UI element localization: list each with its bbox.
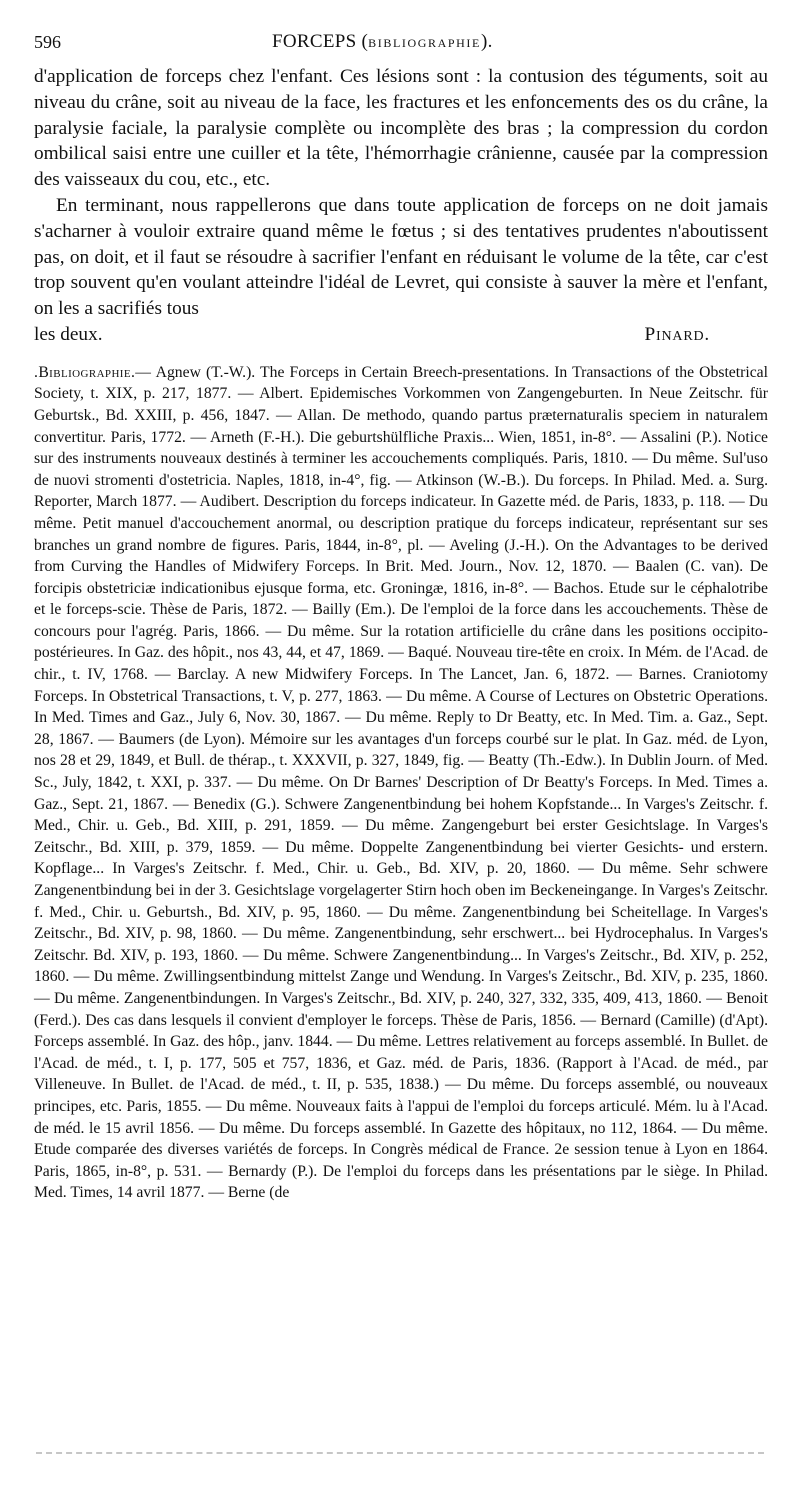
running-title	[272, 31, 493, 53]
running-head	[34, 28, 768, 58]
author-signature: Pinard.	[644, 323, 710, 345]
running-title-subject: BIBLIOGRAPHIE	[368, 36, 481, 50]
signature-line	[34, 322, 768, 348]
page	[34, 28, 768, 1204]
bibliography-entries: Agnew (T.-W.). The Forceps in Certain Breech-presentations. In Transactions of the Obstetrical Society, t. XIX, p. 217, 1877. — Albert. Epidemisches Vorkommen von Zangengeburten. In Neue Zeitschr. für Geburtsk., Bd. XXIII, p. 456, 1847. — Allan. De methodo, quando partus præternaturalis speciem in naturalem convertitur. Paris, 1772. — Arneth (F.-H.). Die geburtshülfliche Praxis... Wien, 1851, in-8°. — Assalini (P.). Notice sur des instruments nouveaux destinés à terminer les accouchements compliqués. Paris, 1810. — Du même. Sul'uso de nuovi stromenti d'ostetricia. Naples, 1818, in-4°, fig. — Atkinson (W.-B.). Du forceps. In Philad. Med. a. Surg. Reporter, March 1877. — Audibert. Description du forceps indicateur. In Gazette méd. de Paris, 1833, p. 118. — Du même. Petit manuel d'accouchement anormal, ou description pratique du forceps indicateur, représentant sur ses branches un grand nombre de figures. Paris, 1844, in-8°, pl. — Aveling (J.-H.). On the Advantages to be derived from Curving the Handles of Midwifery Forceps. In Brit. Med. Journ., Nov. 12, 1870. — Baalen (C. van). De forcipis obstetriciæ indicationibus ejusque forma, etc. Groningæ, 1816, in-8°. — Bachos. Etude sur le céphalotribe et le forceps-scie. Thèse de Paris, 1872. — Bailly (Em.). De l'emploi de la force dans les accouchements. Thèse de concours pour l'agrég. Paris, 1866. — Du même. Sur la rotation artificielle du crâne dans les positions occipito-postérieures. In Gaz. des hôpit., nos 43, 44, et 47, 1869. — Baqué. Nouveau tire-tête en croix. In Mém. de l'Acad. de chir., t. IV, 1768. — Barclay. A new Midwifery Forceps. In The Lancet, Jan. 6, 1872. — Barnes. Craniotomy Forceps. In Obstetrical Transactions, t. V, p. 277, 1863. — Du même. A Course of Lectures on Obstetric Operations. In Med. Times and Gaz., July 6, Nov. 30, 1867. — Du même. Reply to Dr Beatty, etc. In Med. Tim. a. Gaz., Sept. 28, 1867. — Baumers (de Lyon). Mémoire sur les avantages d'un forceps courbé sur le plat. In Gaz. méd. de Lyon, nos 28 et 29, 1849, et Bull. de thérap., t. XXXVII, p. 327, 1849, fig. — Beatty (Th.-Edw.). In Dublin Journ. of Med. Sc., July, 1842, t. XXI, p. 337. — Du même. On Dr Barnes' Description of Dr Beatty's Forceps. In Med. Times a. Gaz., Sept. 21, 1867. — Benedix (G.). Schwere Zangenentbindung bei hohem Kopfstande... In Varges's Zeitschr. f. Med., Chir. u. Geb., Bd. XIII, p. 291, 1859. — Du même. Zangengeburt bei erster Gesichtslage. In Varges's Zeitschr., Bd. XIII, p. 379, 1859. — Du même. Doppelte Zangenentbindung bei vierter Gesichts- und erstern. Kopflage... In Varges's Zeitschr. f. Med., Chir. u. Geb., Bd. XIV, p. 20, 1860. — Du même. Sehr schwere Zangenentbindung bei in der 3. Gesichtslage vorgelagerter Stirn hoch oben im Beckeneingange. In Varges's Zeitschr. f. Med., Chir. u. Geburtsh., Bd. XIV, p. 95, 1860. — Du même. Zangenentbindung bei Scheitellage. In Varges's Zeitschr., Bd. XIV, p. 98, 1860. — Du même. Zangenentbindung, sehr erschwert... bei Hydrocephalus. In Varges's Zeitschr. Bd. XIV, p. 193, 1860. — Du même. Schwere Zangenentbindung... In Varges's Zeitschr., Bd. XIV, p. 252, 1860. — Du même. Zwillingsentbindung mittelst Zange und Wendung. In Varges's Zeitschr., Bd. XIV, p. 235, 1860. — Du même. Zangenentbindungen. In Varges's Zeitschr., Bd. XIV, p. 240, 327, 332, 335, 409, 413, 1860. — Benoit (Ferd.). Des cas dans lesquels il convient d'employer le forceps. Thèse de Paris, 1856. — Bernard (Camille) (d'Apt). Forceps assemblé. In Gaz. des hôp., janv. 1844. — Du même. Lettres relativement au forceps assemblé. In Bullet. de l'Acad. de méd., t. I, p. 177, 505 et 757, 1836, et Gaz. méd. de Paris, 1836. (Rapport à l'Acad. de méd., par Villeneuve. In Bullet. de l'Acad. de méd., t. II, p. 535, 1838.) — Du même. Du forceps assemblé, ou nouveaux principes, etc. Paris, 1855. — Du même. Nouveaux faits à l'appui de l'emploi du forceps articulé. Mém. lu à l'Acad. de méd. le 15 avril 1856. — Du même. Du forceps assemblé. In Gazette des hôpitaux, no 112, 1864. — Du même. Etude comparée des diverses variétés de forceps. In Congrès médical de France. 2e session tenue à Lyon en 1864. Paris, 1865, in-8°, p. 531. — Bernardy (P.). De l'emploi du forceps dans les présentations par le siège. In Philad. Med. Times, 14 avril 1877. — Berne (de	[34, 363, 768, 1202]
bibliography	[34, 362, 768, 1204]
bibliography-label: .Bibliographie.—	[34, 363, 152, 381]
body-text	[34, 64, 768, 348]
paragraph-conclusion-end: les deux.	[34, 323, 103, 345]
running-title-main: FORCEPS (	[272, 31, 369, 52]
paragraph-conclusion: En terminant, nous rappellerons que dans toute application de forceps on ne doit jamais s'acharner à vouloir extraire quand même le fœtus ; si des tentatives prudentes n'aboutissent pas, on doit, et il faut se résoudre à sacrifier l'enfant en réduisant le volume de la tête, car c'est trop souvent qu'en voulant atteindre l'idéal de Levret, qui consiste à sauver la mère et l'enfant, on les a sacrifiés tous	[34, 194, 768, 320]
running-title-close: ).	[480, 31, 493, 52]
page-number: 596	[34, 32, 61, 52]
paragraph-lesions: d'application de forceps chez l'enfant. Ces lésions sont : la contusion des téguments, soit au niveau du crâne, soit au niveau de la face, les fractures et les enfoncements des os du crâne, la paralysie faciale, la paralysie complète ou incomplète des bras ; la compression du cordon ombilical saisi entre une cuiller et la tête, l'hémorrhagie crânienne, causée par la compression des vaisseaux du cou, etc., etc.	[34, 66, 768, 191]
bottom-bleed-through	[36, 1452, 764, 1454]
